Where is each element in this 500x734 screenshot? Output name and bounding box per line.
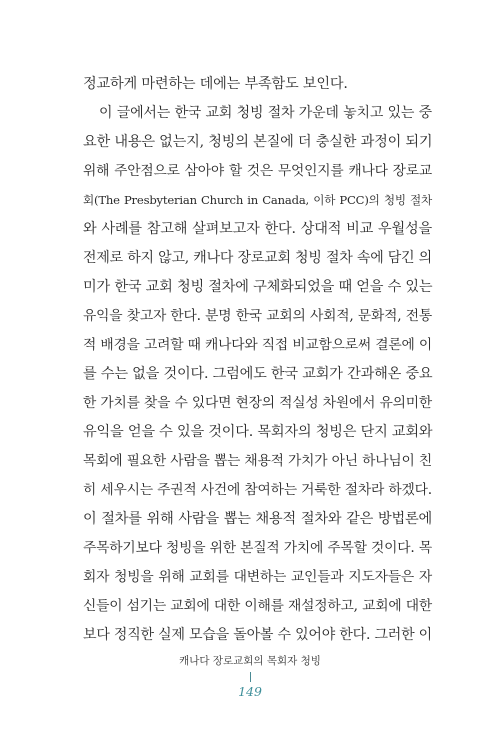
- text-line: 미가 한국 교회 청빙 절차에 구체화되었을 때 얻을 수 있는: [83, 279, 433, 295]
- text-line: 위해 주안점으로 삼아야 할 것은 무엇인지를 캐나다 장로교: [83, 163, 432, 179]
- text-line: 이 글에서는 한국 교회 청빙 절차 가운데 놓치고 있는 중: [99, 105, 432, 121]
- text-line: 유익을 얻을 수 있을 것이다. 목회자의 청빙은 단지 교회와: [83, 424, 433, 440]
- text-line: 정교하게 마련하는 데에는 부족함도 보인다.: [83, 76, 348, 92]
- footer-divider: [250, 672, 251, 682]
- running-title: 캐나다 장로교회의 목회자 청빙: [179, 655, 321, 667]
- text-line: 회자 청빙을 위해 교회를 대변하는 교인들과 지도자들은 자: [83, 569, 432, 585]
- text-line: 유익을 찾고자 한다. 분명 한국 교회의 사회적, 문화적, 전통: [83, 308, 432, 324]
- text-line: 회(The Presbyterian Church in Canada, 이하 PCC)의 청빙 절차: [83, 193, 432, 207]
- body-text: [83, 70, 432, 650]
- text-line: 히 세우시는 주권적 사건에 참여하는 거룩한 절차라 하겠다.: [83, 482, 432, 498]
- page-footer: [0, 654, 500, 700]
- text-line: 신들이 섬기는 교회에 대한 이해를 재설정하고, 교회에 대한: [83, 598, 432, 614]
- text-line: 적 배경을 고려할 때 캐나다와 직접 비교함으로써 결론에 이: [83, 337, 432, 353]
- text-line: 전제로 하지 않고, 캐나다 장로교회 청빙 절차 속에 담긴 의: [83, 250, 432, 266]
- page-number: 149: [238, 684, 262, 699]
- text-line: 요한 내용은 없는지, 청빙의 본질에 더 충실한 과정이 되기: [83, 134, 433, 150]
- text-line: 주목하기보다 청빙을 위한 본질적 가치에 주목할 것이다. 목: [83, 540, 432, 556]
- text-line: 한 가치를 찾을 수 있다면 현장의 적실성 차원에서 유의미한: [83, 395, 432, 411]
- text-line: 목회에 필요한 사람을 뽑는 채용적 가치가 아닌 하나님이 친: [83, 453, 432, 469]
- text-line: 이 절차를 위해 사람을 뽑는 채용적 절차와 같은 방법론에: [83, 511, 432, 527]
- text-line: 를 수는 없을 것이다. 그럼에도 한국 교회가 간과해온 중요: [83, 366, 433, 382]
- text-line: 와 사례를 참고해 살펴보고자 한다. 상대적 비교 우월성을: [83, 221, 432, 237]
- text-line: 보다 정직한 실제 모습을 돌아볼 수 있어야 한다. 그러한 이: [83, 627, 432, 643]
